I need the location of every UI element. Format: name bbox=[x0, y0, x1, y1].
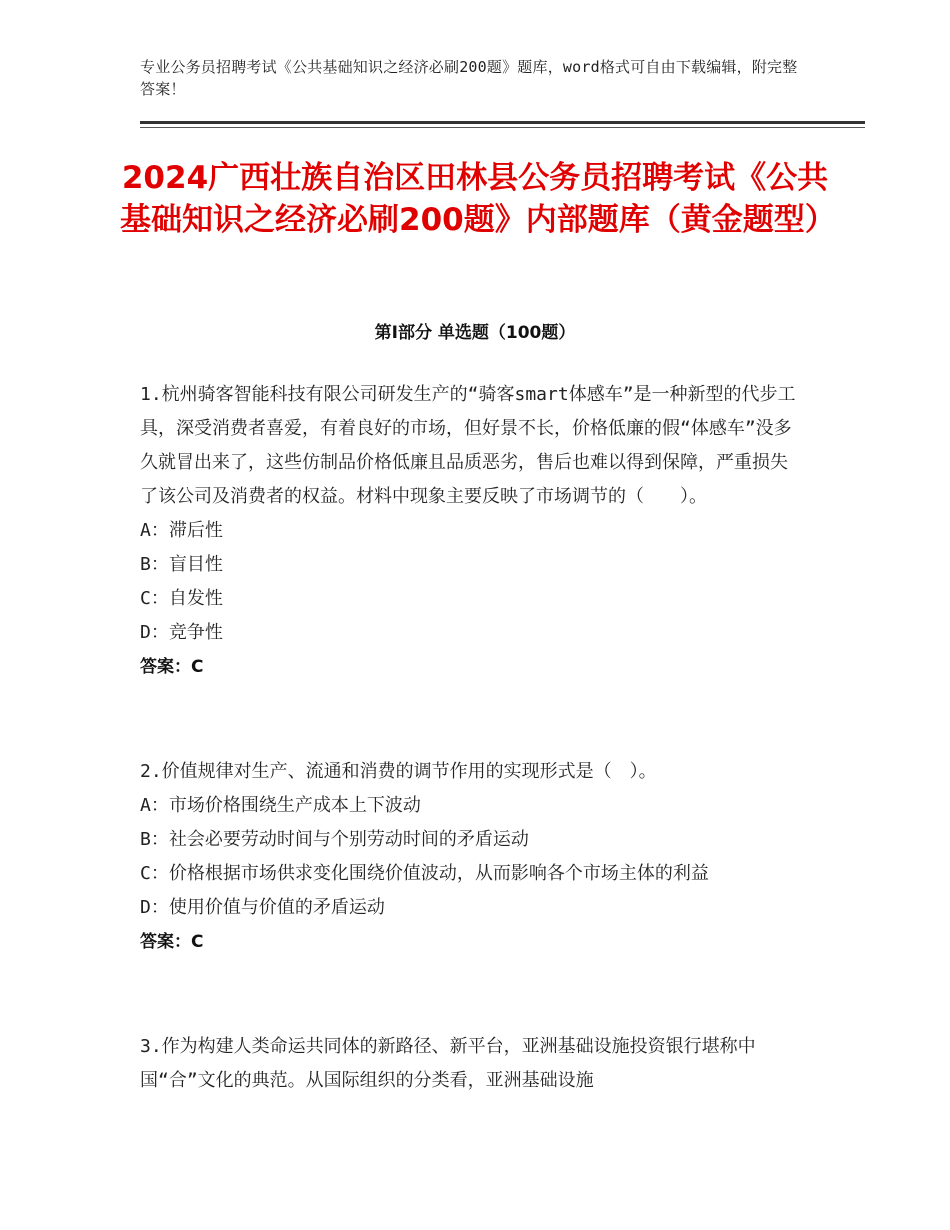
option-c: C：价格根据市场供求变化围绕价值波动，从而影响各个市场主体的利益 bbox=[140, 863, 709, 884]
answer: 答案：C bbox=[140, 932, 204, 952]
header-note: 专业公务员招聘考试《公共基础知识之经济必刷200题》题库，word格式可自由下载编辑，附完整答案！ bbox=[140, 58, 798, 98]
header-rule-thin bbox=[140, 127, 865, 128]
question-3 bbox=[140, 1030, 805, 1098]
question-text: 2.价值规律对生产、流通和消费的调节作用的实现形式是（ ）。 bbox=[140, 761, 657, 782]
option-c: C：自发性 bbox=[140, 588, 223, 609]
option-a: A：市场价格围绕生产成本上下波动 bbox=[140, 795, 421, 816]
option-b: B：盲目性 bbox=[140, 554, 223, 575]
question-2 bbox=[140, 755, 805, 959]
option-d: D：竞争性 bbox=[140, 622, 223, 643]
header-rule-thick bbox=[140, 121, 865, 124]
option-d: D：使用价值与价值的矛盾运动 bbox=[140, 897, 385, 918]
question-text: 3.作为构建人类命运共同体的新路径、新平台，亚洲基础设施投资银行堪称中国“合”文化的典范。从国际组织的分类看，亚洲基础设施 bbox=[140, 1036, 756, 1091]
section-title: 第Ⅰ部分 单选题（100题） bbox=[374, 323, 576, 343]
option-b: B：社会必要劳动时间与个别劳动时间的矛盾运动 bbox=[140, 829, 529, 850]
document-title: 2024广西壮族自治区田林县公务员招聘考试《公共基础知识之经济必刷200题》内部题库（黄金题型） bbox=[120, 160, 836, 238]
question-1 bbox=[140, 378, 805, 684]
option-a: A：滞后性 bbox=[140, 520, 223, 541]
question-text: 1.杭州骑客智能科技有限公司研发生产的“骑客smart体感车”是一种新型的代步工具，深受消费者喜爱，有着良好的市场，但好景不长，价格低廉的假“体感车”没多久就冒出来了，这些仿制品价格低廉且品质恶劣，售后也难以得到保障，严重损失了该公司及消费者的权益。材料中现象主要反映了市场调节的（ ）。 bbox=[140, 384, 796, 507]
answer: 答案：C bbox=[140, 657, 204, 677]
